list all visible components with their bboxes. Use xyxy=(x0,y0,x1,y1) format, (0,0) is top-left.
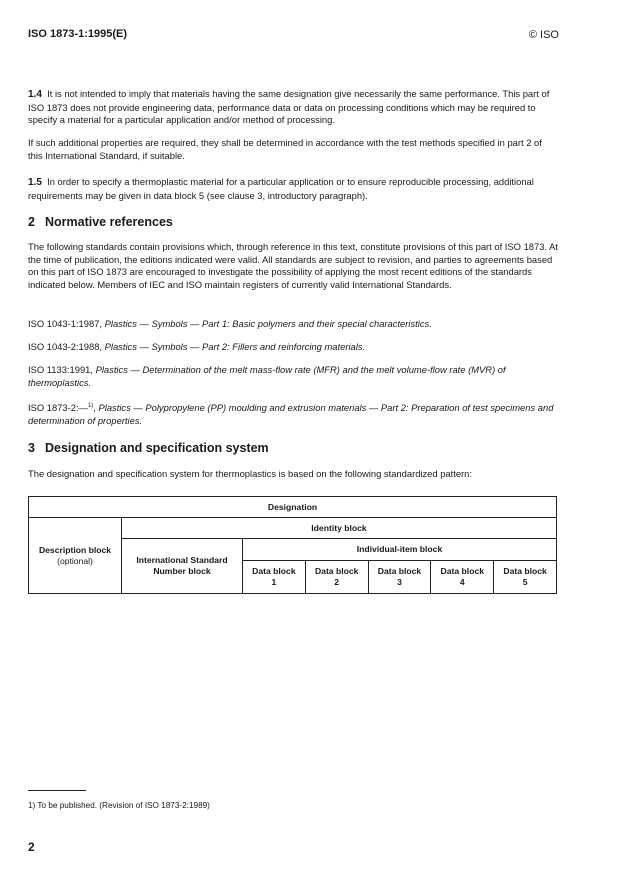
data-block-cell: Data block 4 xyxy=(431,560,494,593)
reference-item xyxy=(28,364,559,389)
section-2-heading xyxy=(28,215,173,229)
footnote-divider xyxy=(28,790,86,791)
clause-text: In order to specify a thermoplastic material for a particular application or to ensure reproducible processing, additional requirements may be given in data block 5 (see clause 3, introductory paragraph). xyxy=(28,176,534,201)
clause-number: 1.5 xyxy=(28,177,42,188)
reference-title: Plastics — Determination of the melt mass-flow rate (MFR) and the melt volume-flow rate (MVR) of thermoplastics. xyxy=(28,364,506,388)
reference-code: ISO 1873-2:— xyxy=(28,402,88,413)
reference-code: ISO 1043-2:1988, xyxy=(28,341,103,352)
isn-block-cell: International Standard Number block xyxy=(122,539,243,594)
identity-block-cell: Identity block xyxy=(122,518,557,539)
description-block-cell: Description block (optional) xyxy=(29,518,122,594)
section-title: Normative references xyxy=(45,215,173,229)
designation-table xyxy=(28,496,557,594)
data-block-cell: Data block 2 xyxy=(305,560,368,593)
section-number: 3 xyxy=(28,441,35,455)
section-title: Designation and specification system xyxy=(45,441,269,455)
footnote-marker: 1) xyxy=(87,402,94,409)
section-number: 2 xyxy=(28,215,35,229)
data-block-cell: Data block 1 xyxy=(243,560,306,593)
data-block-cell: Data block 5 xyxy=(494,560,557,593)
clause-number: 1.4 xyxy=(28,89,42,100)
designation-cell: Designation xyxy=(29,497,557,518)
reference-code: ISO 1133:1991, xyxy=(28,364,93,375)
optional-note: (optional) xyxy=(57,555,93,566)
page-number: 2 xyxy=(28,840,35,854)
clause-1-4-extra: If such additional properties are required, they shall be determined in accordance with the test methods specified in part 2 of this International Standard, if suitable. xyxy=(28,137,542,161)
reference-title: Plastics — Symbols — Part 1: Basic polymers and their special characteristics. xyxy=(104,318,432,329)
copyright-notice: © ISO xyxy=(528,29,559,41)
clause-1-5 xyxy=(28,176,559,202)
section-3-heading xyxy=(28,441,269,455)
reference-title: Plastics — Symbols — Part 2: Fillers and reinforcing materials. xyxy=(104,341,366,352)
section-2-intro: The following standards contain provisions which, through reference in this text, constitute provisions of this part of ISO 1873. At the time of publication, the editions indicated were valid. All standards are subject to revision, and parties to agreements based on this part of ISO 1873 are encouraged to investigate the possibility of applying the most recent editions of the standards indicated below. Members of IEC and ISO maintain registers of currently valid International Standards. xyxy=(28,241,558,290)
clause-text: It is not intended to imply that materials having the same designation give necessarily the same performance. This part of ISO 1873 does not provide engineering data, performance data or data on processing conditions which may be required to specify a material for a particular application and/or method of processing. xyxy=(28,88,550,126)
reference-title: Plastics — Polypropylene (PP) moulding and extrusion materials — Part 2: Preparation of test specimens and determination of properties. xyxy=(28,402,554,426)
document-id: ISO 1873-1:1995(E) xyxy=(28,28,128,40)
section-3-intro: The designation and specification system for thermoplastics is based on the following standardized pattern: xyxy=(28,468,472,479)
reference-item xyxy=(28,341,559,354)
footnote: 1) To be published. (Revision of ISO 1873-2:1989) xyxy=(28,801,210,810)
individual-item-block-cell: Individual-item block xyxy=(243,539,557,560)
clause-1-4 xyxy=(28,88,559,127)
reference-code: ISO 1043-1:1987, xyxy=(28,318,103,329)
reference-item: ISO 1873-2:—$^{1)}$, Plastics — Polypropylene (PP) moulding and extrusion materials — Part 2: Preparation of test specimens and determination of properties. xyxy=(28,402,554,426)
data-block-cell: Data block 3 xyxy=(368,560,431,593)
reference-item xyxy=(28,318,559,331)
